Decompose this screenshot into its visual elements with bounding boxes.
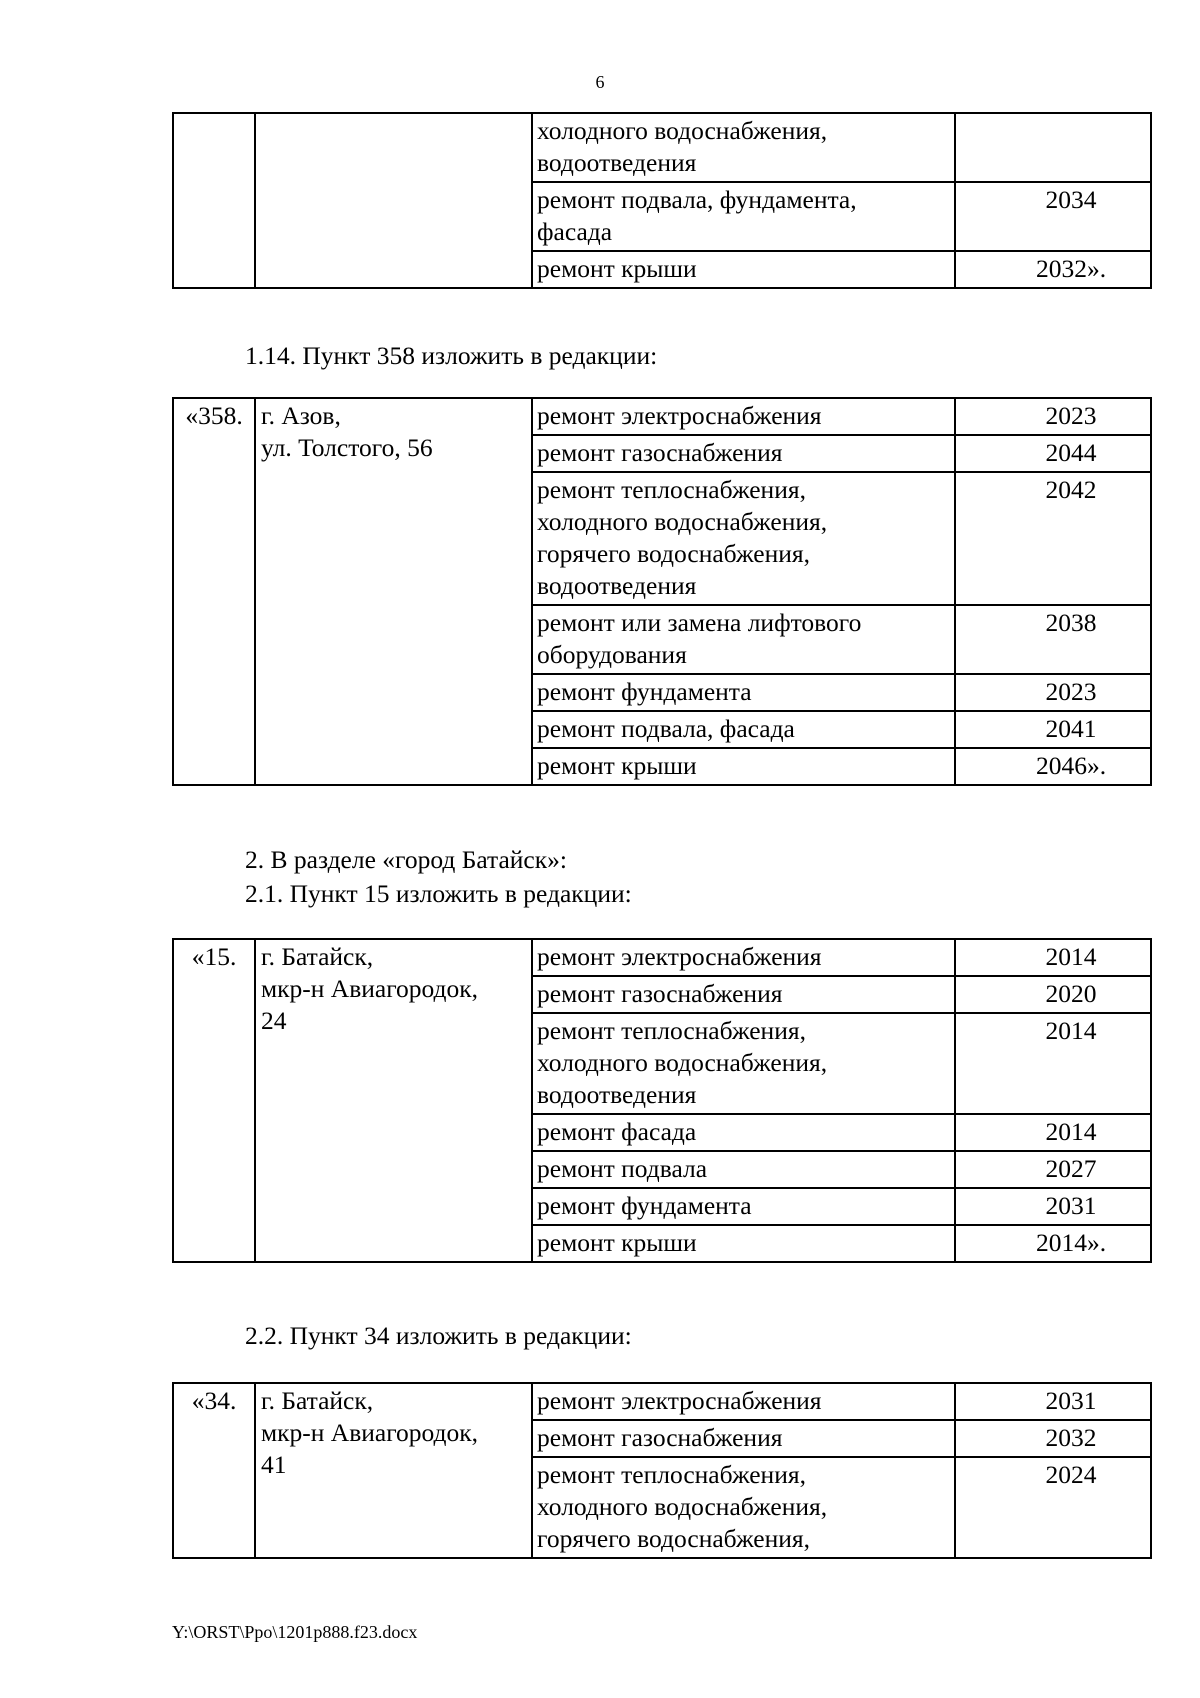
year-cell: 2032». (955, 251, 1151, 288)
year-cell: 2014 (955, 1013, 1151, 1114)
year-cell: 2014 (955, 1114, 1151, 1151)
address-cell: г. Азов, ул. Толстого, 56 (255, 398, 532, 785)
work-type-cell: ремонт подвала (532, 1151, 955, 1188)
year-cell: 2031 (955, 1188, 1151, 1225)
work-type-cell: ремонт крыши (532, 251, 955, 288)
address-cell: г. Батайск, мкр-н Авиагородок, 41 (255, 1383, 532, 1558)
work-type-cell: ремонт теплоснабжения, холодного водоснабжения, водоотведения (532, 1013, 955, 1114)
paragraph-2: 2. В разделе «город Батайск»: (245, 845, 567, 874)
year-cell: 2024 (955, 1457, 1151, 1558)
work-type-cell: ремонт газоснабжения (532, 1420, 955, 1457)
work-type-cell: ремонт или замена лифтового оборудования (532, 605, 955, 674)
item-number-cell: «34. (173, 1383, 255, 1558)
year-cell: 2038 (955, 605, 1151, 674)
table-row (173, 113, 1151, 182)
year-cell (955, 113, 1151, 182)
item-number-cell: «15. (173, 939, 255, 1262)
work-type-cell: ремонт электроснабжения (532, 939, 955, 976)
year-cell: 2046». (955, 748, 1151, 785)
page-number: 6 (595, 72, 605, 92)
item-number-cell (173, 113, 255, 288)
file-path-footer: Y:\ORST\Ppo\1201p888.f23.docx (172, 1622, 418, 1642)
item-number-cell: «358. (173, 398, 255, 785)
table-continuation (172, 112, 1152, 289)
work-type-cell: ремонт подвала, фундамента, фасада (532, 182, 955, 251)
year-cell: 2031 (955, 1383, 1151, 1420)
paragraph-1-14: 1.14. Пункт 358 изложить в редакции: (245, 341, 658, 370)
table-row (173, 1383, 1151, 1420)
work-type-cell: ремонт электроснабжения (532, 1383, 955, 1420)
year-cell: 2032 (955, 1420, 1151, 1457)
year-cell: 2014». (955, 1225, 1151, 1262)
year-cell: 2041 (955, 711, 1151, 748)
work-type-cell: холодного водоснабжения, водоотведения (532, 113, 955, 182)
address-cell (255, 113, 532, 288)
work-type-cell: ремонт газоснабжения (532, 435, 955, 472)
work-type-cell: ремонт электроснабжения (532, 398, 955, 435)
year-cell: 2027 (955, 1151, 1151, 1188)
year-cell: 2014 (955, 939, 1151, 976)
table-row (173, 939, 1151, 976)
table-item-15 (172, 938, 1152, 1263)
year-cell: 2042 (955, 472, 1151, 605)
work-type-cell: ремонт теплоснабжения, холодного водоснабжения, горячего водоснабжения, (532, 1457, 955, 1558)
work-type-cell: ремонт фасада (532, 1114, 955, 1151)
table-item-358 (172, 397, 1152, 786)
paragraph-2-2: 2.2. Пункт 34 изложить в редакции: (245, 1321, 632, 1350)
year-cell: 2044 (955, 435, 1151, 472)
work-type-cell: ремонт крыши (532, 1225, 955, 1262)
work-type-cell: ремонт теплоснабжения, холодного водоснабжения, горячего водоснабжения, водоотведения (532, 472, 955, 605)
table-row (173, 398, 1151, 435)
work-type-cell: ремонт подвала, фасада (532, 711, 955, 748)
paragraph-2-1: 2.1. Пункт 15 изложить в редакции: (245, 879, 632, 908)
year-cell: 2034 (955, 182, 1151, 251)
address-cell: г. Батайск, мкр-н Авиагородок, 24 (255, 939, 532, 1262)
year-cell: 2023 (955, 674, 1151, 711)
work-type-cell: ремонт фундамента (532, 1188, 955, 1225)
work-type-cell: ремонт крыши (532, 748, 955, 785)
table-item-34 (172, 1382, 1152, 1559)
work-type-cell: ремонт фундамента (532, 674, 955, 711)
year-cell: 2023 (955, 398, 1151, 435)
year-cell: 2020 (955, 976, 1151, 1013)
work-type-cell: ремонт газоснабжения (532, 976, 955, 1013)
